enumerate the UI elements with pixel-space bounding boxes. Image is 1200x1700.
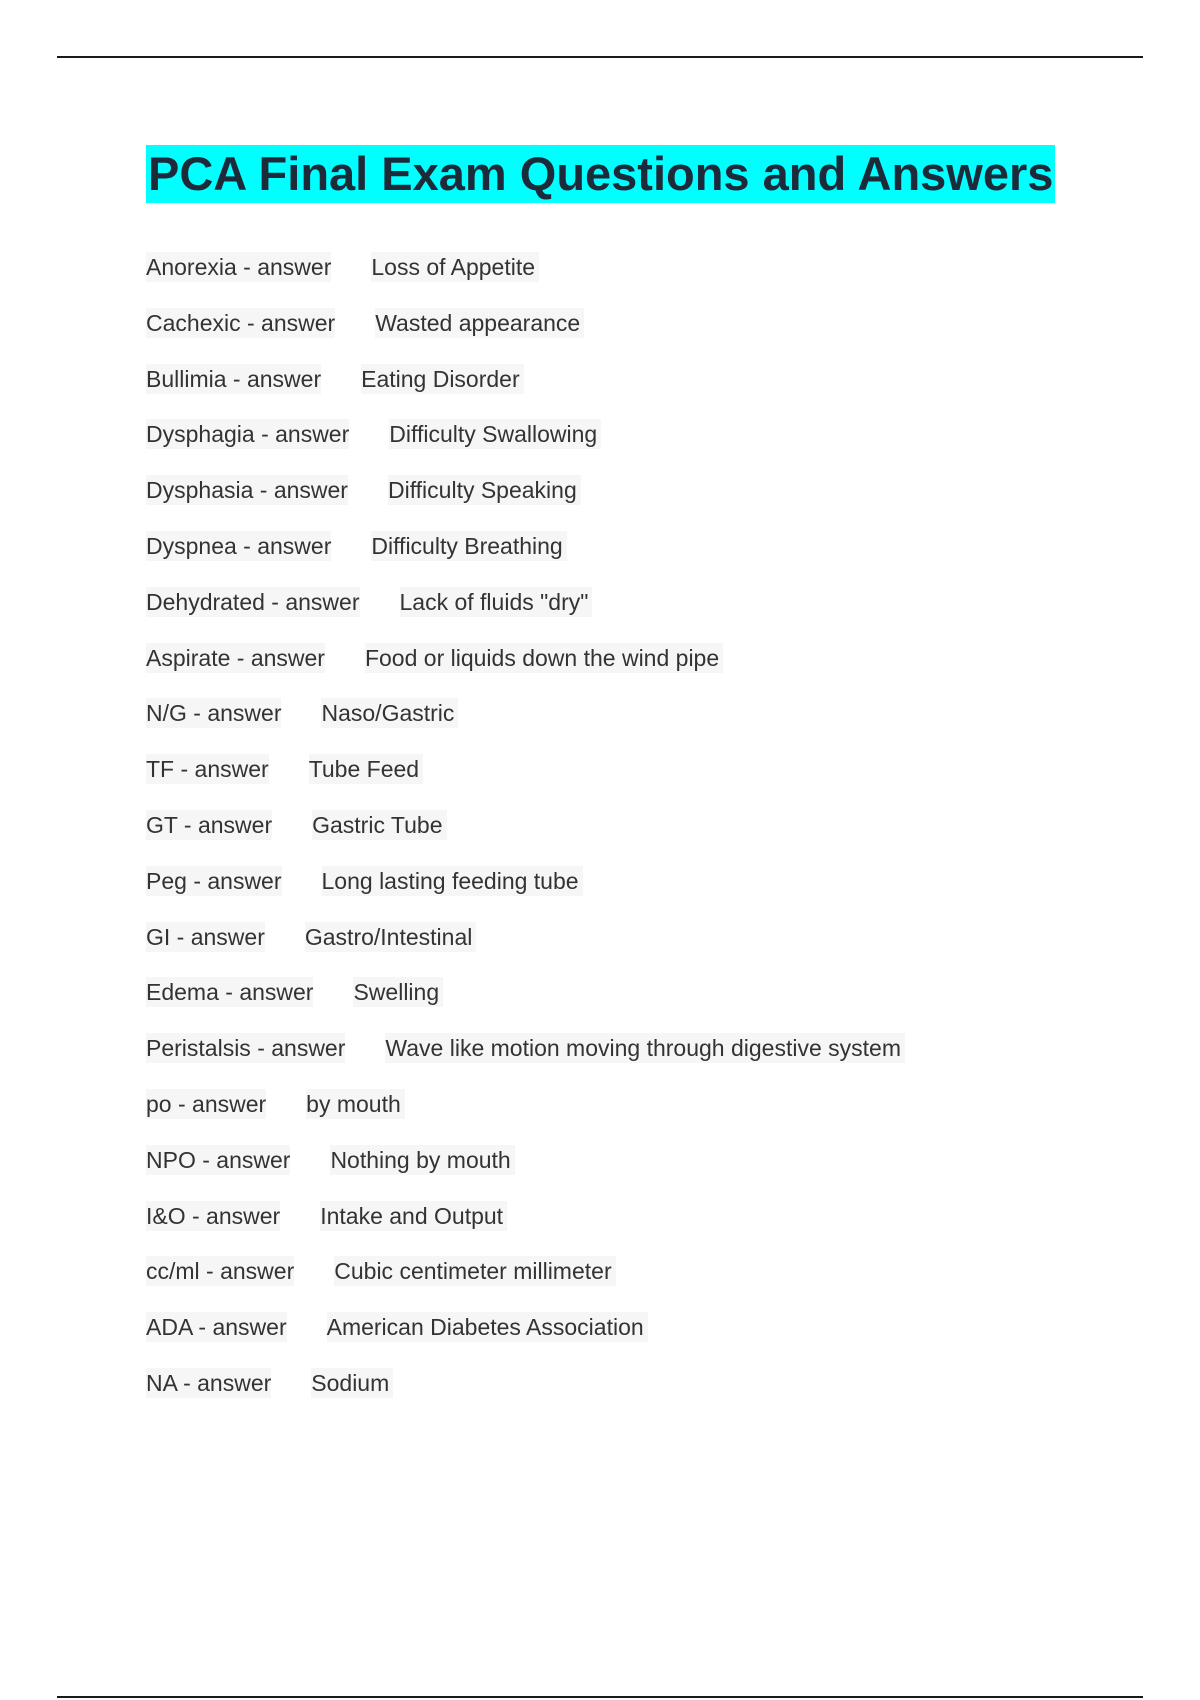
qa-term: Aspirate - answer [146, 644, 325, 671]
qa-list [146, 252, 905, 1424]
qa-item [146, 1201, 905, 1231]
footer-rule [57, 1696, 1143, 1698]
qa-item [146, 1256, 905, 1286]
qa-answer: American Diabetes Association [327, 1312, 648, 1342]
qa-term: Anorexia - answer [146, 254, 332, 280]
qa-term: Peg - answer [146, 867, 282, 894]
qa-answer: Wasted appearance [375, 308, 584, 338]
qa-answer: Loss of Appetite [371, 252, 539, 282]
qa-answer: Difficulty Breathing [371, 531, 566, 561]
page-title: PCA Final Exam Questions and Answers [146, 145, 1055, 203]
qa-item [146, 1089, 905, 1119]
qa-term: Cachexic - answer [146, 309, 336, 336]
header-rule [57, 56, 1143, 58]
qa-answer: Sodium [311, 1368, 393, 1398]
qa-answer: Cubic centimeter millimeter [334, 1256, 615, 1286]
qa-term: po - answer [146, 1090, 267, 1117]
qa-term: cc/ml - answer [146, 1258, 295, 1285]
qa-term: I&O - answer [146, 1202, 281, 1229]
qa-term: Peristalsis - answer [146, 1035, 346, 1062]
qa-item [146, 1145, 905, 1175]
qa-answer: Swelling [353, 977, 443, 1007]
qa-answer: Eating Disorder [361, 364, 524, 394]
qa-answer: Gastro/Intestinal [305, 922, 476, 952]
qa-term: Dysphagia - answer [146, 421, 350, 448]
qa-item [146, 1368, 905, 1398]
qa-item [146, 977, 905, 1007]
qa-item [146, 922, 905, 952]
qa-item [146, 587, 905, 617]
qa-answer: Nothing by mouth [330, 1145, 514, 1175]
qa-answer: Difficulty Speaking [388, 475, 581, 505]
qa-item [146, 1312, 905, 1342]
qa-answer: Tube Feed [309, 754, 423, 784]
qa-item [146, 643, 905, 673]
qa-term: Dyspnea - answer [146, 532, 332, 559]
qa-answer: Wave like motion moving through digestive system [385, 1033, 905, 1063]
qa-item [146, 252, 905, 282]
qa-term: N/G - answer [146, 700, 282, 727]
qa-term: GI - answer [146, 923, 265, 950]
qa-term: NA - answer [146, 1369, 272, 1396]
qa-answer: Food or liquids down the wind pipe [365, 643, 723, 673]
qa-item [146, 754, 905, 784]
qa-term: TF - answer [146, 756, 269, 783]
qa-term: Edema - answer [146, 979, 314, 1006]
qa-item [146, 475, 905, 505]
qa-item [146, 364, 905, 394]
qa-item [146, 810, 905, 840]
qa-answer: Naso/Gastric [321, 698, 458, 728]
qa-answer: Long lasting feeding tube [322, 866, 583, 896]
qa-answer: Gastric Tube [312, 810, 446, 840]
qa-item [146, 308, 905, 338]
qa-answer: Intake and Output [320, 1201, 507, 1231]
qa-answer: Lack of fluids "dry" [400, 587, 593, 617]
qa-answer: Difficulty Swallowing [389, 419, 601, 449]
qa-term: Dehydrated - answer [146, 588, 360, 615]
qa-item [146, 419, 905, 449]
qa-item [146, 698, 905, 728]
qa-answer: by mouth [306, 1089, 405, 1119]
qa-term: GT - answer [146, 811, 273, 838]
qa-term: Bullimia - answer [146, 365, 322, 392]
qa-item [146, 531, 905, 561]
qa-term: NPO - answer [146, 1146, 291, 1173]
qa-term: Dysphasia - answer [146, 477, 348, 504]
qa-item [146, 866, 905, 896]
qa-item [146, 1033, 905, 1063]
qa-term: ADA - answer [146, 1314, 287, 1341]
